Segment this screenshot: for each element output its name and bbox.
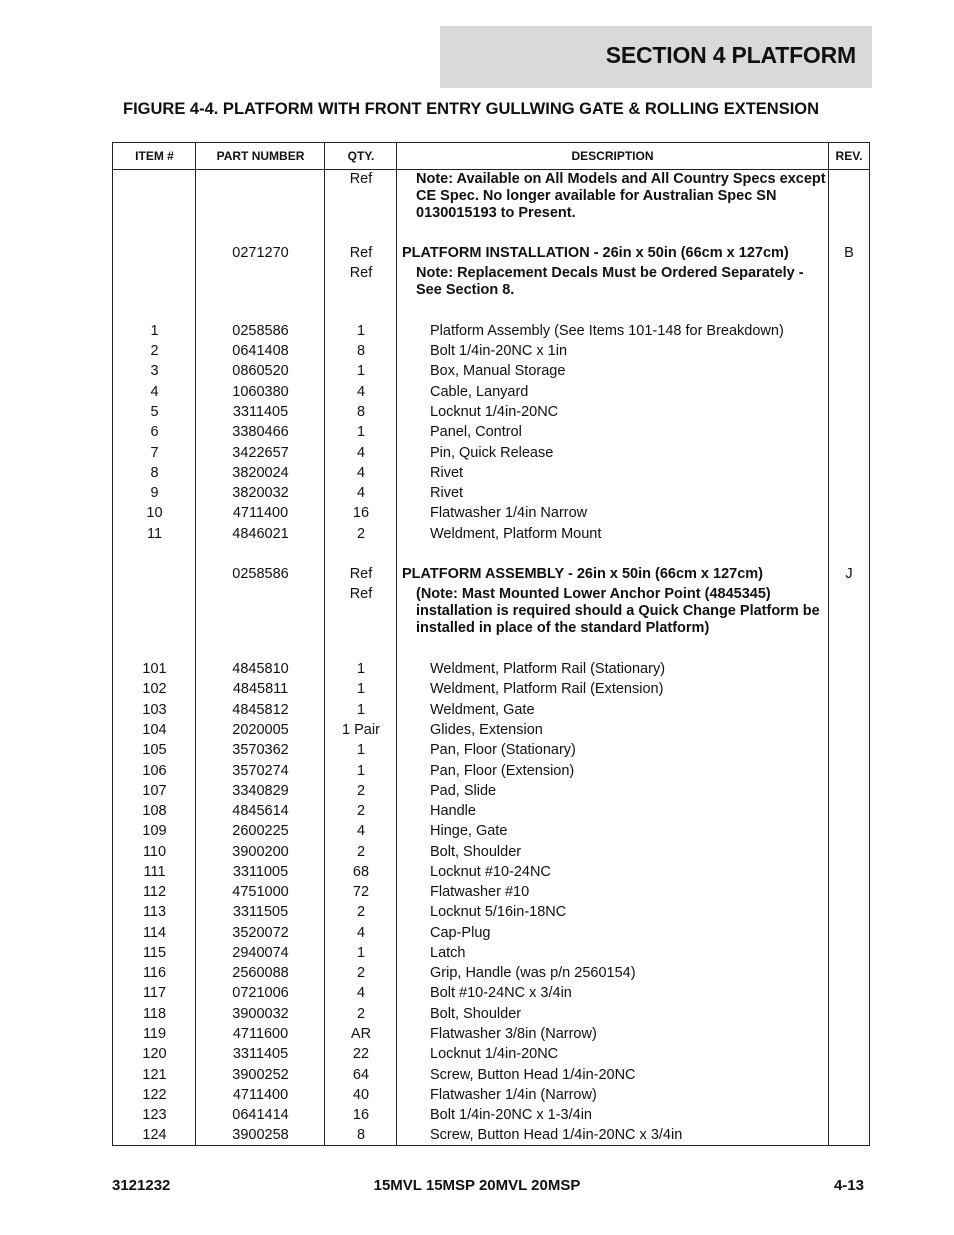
header-divider (113, 169, 869, 170)
quantity: 2 (356, 1006, 366, 1022)
part-number: 3820032 (232, 485, 289, 501)
part-number: 0271270 (232, 245, 289, 261)
part-number: 2020005 (232, 722, 289, 738)
part-number: 3520072 (232, 925, 289, 941)
quantity: 1 (356, 661, 366, 677)
description: Rivet (430, 465, 464, 481)
figure-title: FIGURE 4-4. PLATFORM WITH FRONT ENTRY GULLWING GATE & ROLLING EXTENSION (123, 100, 820, 118)
description: Flatwasher #10 (430, 884, 530, 900)
description: Handle (430, 803, 476, 819)
header-description: DESCRIPTION (571, 149, 654, 163)
quantity: 16 (352, 1107, 370, 1123)
part-number: 3570274 (232, 763, 289, 779)
part-number: 3570362 (232, 742, 289, 758)
quantity: 72 (352, 884, 370, 900)
quantity: 22 (352, 1046, 370, 1062)
quantity: Ref (349, 245, 373, 261)
item-number: 9 (150, 485, 159, 501)
description: Bolt 1/4in-20NC x 1in (430, 343, 568, 359)
part-number: 4846021 (232, 526, 289, 542)
item-number: 1 (150, 323, 159, 339)
quantity: 1 (356, 945, 366, 961)
item-number: 114 (142, 925, 167, 941)
description: PLATFORM ASSEMBLY - 26in x 50in (66cm x 127cm) (402, 566, 764, 582)
part-number: 4845614 (232, 803, 289, 819)
description: Screw, Button Head 1/4in-20NC x 3/4in (430, 1127, 683, 1143)
description: Note: Available on All Models and All Country Specs except CE Spec. No longer available for Australian Spec SN 0130015193 to Present. (416, 171, 826, 221)
part-number: 2940074 (232, 945, 289, 961)
part-number: 4845811 (232, 681, 289, 697)
part-number: 2600225 (232, 823, 289, 839)
item-number: 105 (142, 742, 167, 758)
description: Panel, Control (430, 424, 522, 440)
description: Pan, Floor (Stationary) (430, 742, 576, 758)
item-number: 109 (142, 823, 167, 839)
description: Cable, Lanyard (430, 384, 529, 400)
part-number: 3422657 (232, 445, 289, 461)
revision: J (845, 566, 853, 582)
footer-models: 15MVL 15MSP 20MVL 20MSP (373, 1177, 581, 1194)
item-number: 111 (143, 864, 166, 880)
quantity: 64 (352, 1067, 370, 1083)
quantity: 1 (356, 424, 366, 440)
item-number: 103 (142, 702, 167, 718)
quantity: 4 (356, 925, 366, 941)
description: Flatwasher 3/8in (Narrow) (430, 1026, 597, 1042)
item-number: 123 (142, 1107, 167, 1123)
description: Flatwasher 1/4in Narrow (430, 505, 588, 521)
quantity: Ref (349, 566, 373, 582)
quantity: 16 (352, 505, 370, 521)
description: Bolt, Shoulder (430, 1006, 522, 1022)
quantity: 2 (356, 526, 366, 542)
part-number: 0641414 (232, 1107, 289, 1123)
quantity: 1 (356, 702, 366, 718)
part-number: 3900258 (232, 1127, 289, 1143)
description: Flatwasher 1/4in (Narrow) (430, 1087, 597, 1103)
header-item: ITEM # (135, 149, 174, 163)
part-number: 3311005 (232, 864, 289, 880)
part-number: 3380466 (232, 424, 289, 440)
header-rev: REV. (835, 149, 863, 163)
description: Cap-Plug (430, 925, 491, 941)
description: Pan, Floor (Extension) (430, 763, 575, 779)
part-number: 3340829 (232, 783, 289, 799)
item-number: 117 (142, 985, 167, 1001)
description: Pad, Slide (430, 783, 497, 799)
part-number: 2560088 (232, 965, 289, 981)
quantity: Ref (349, 586, 373, 602)
item-number: 11 (146, 526, 163, 542)
description: (Note: Mast Mounted Lower Anchor Point (4845345) installation is required should a Quick Change Platform be installed in place of the standard Platform) (416, 586, 820, 636)
quantity: 4 (356, 823, 366, 839)
description: Locknut #10-24NC (430, 864, 551, 880)
part-number: 4845812 (232, 702, 289, 718)
item-number: 121 (142, 1067, 167, 1083)
description: Note: Replacement Decals Must be Ordered Separately - See Section 8. (416, 265, 804, 298)
quantity: 1 (356, 363, 366, 379)
part-number: 3900252 (232, 1067, 289, 1083)
description: Locknut 1/4in-20NC (430, 1046, 559, 1062)
description: Locknut 5/16in-18NC (430, 904, 567, 920)
description: Locknut 1/4in-20NC (430, 404, 559, 420)
description: Weldment, Platform Mount (430, 526, 602, 542)
item-number: 122 (142, 1087, 167, 1103)
quantity: 68 (352, 864, 370, 880)
item-number: 101 (142, 661, 167, 677)
part-number: 4751000 (232, 884, 289, 900)
quantity: 1 (356, 742, 366, 758)
item-number: 3 (150, 363, 159, 379)
quantity: 2 (356, 803, 366, 819)
part-number: 1060380 (232, 384, 289, 400)
description: Weldment, Platform Rail (Stationary) (430, 661, 666, 677)
part-number: 0641408 (232, 343, 289, 359)
description: PLATFORM INSTALLATION - 26in x 50in (66cm x 127cm) (402, 245, 789, 261)
quantity: 2 (356, 904, 366, 920)
quantity: 40 (352, 1087, 370, 1103)
description: Hinge, Gate (430, 823, 508, 839)
item-number: 4 (150, 384, 159, 400)
description: Bolt 1/4in-20NC x 1-3/4in (430, 1107, 592, 1123)
quantity: 4 (356, 445, 366, 461)
item-number: 115 (142, 945, 167, 961)
part-number: 3311405 (232, 1046, 289, 1062)
part-number: 4711400 (232, 505, 289, 521)
item-number: 116 (142, 965, 167, 981)
item-number: 104 (142, 722, 167, 738)
part-number: 3311405 (232, 404, 289, 420)
parts-table (112, 142, 870, 1146)
description: Latch (430, 945, 466, 961)
quantity: 4 (356, 985, 366, 1001)
quantity: Ref (349, 265, 373, 281)
quantity: 2 (356, 783, 366, 799)
column-divider (828, 143, 829, 1145)
part-number: 4711600 (232, 1026, 289, 1042)
item-number: 6 (150, 424, 159, 440)
item-number: 8 (150, 465, 159, 481)
description: Weldment, Platform Rail (Extension) (430, 681, 664, 697)
section-title: SECTION 4 PLATFORM (605, 42, 856, 68)
item-number: 10 (146, 505, 163, 521)
item-number: 124 (142, 1127, 167, 1143)
description: Screw, Button Head 1/4in-20NC (430, 1067, 636, 1083)
part-number: 3820024 (232, 465, 289, 481)
item-number: 110 (142, 844, 167, 860)
part-number: 3900032 (232, 1006, 289, 1022)
quantity: 1 (356, 681, 366, 697)
footer-doc-number: 3121232 (112, 1177, 171, 1194)
part-number: 0721006 (232, 985, 289, 1001)
item-number: 113 (142, 904, 167, 920)
item-number: 112 (142, 884, 167, 900)
item-number: 2 (150, 343, 159, 359)
item-number: 120 (142, 1046, 167, 1062)
quantity: 2 (356, 965, 366, 981)
quantity: 1 Pair (342, 722, 380, 738)
item-number: 107 (142, 783, 167, 799)
part-number: 0860520 (232, 363, 289, 379)
footer-page-number: 4-13 (833, 1177, 864, 1194)
description: Bolt, Shoulder (430, 844, 522, 860)
description: Platform Assembly (See Items 101-148 for Breakdown) (430, 323, 784, 339)
revision: B (844, 245, 854, 261)
header-qty: QTY. (347, 149, 375, 163)
quantity: 8 (356, 1127, 366, 1143)
description: Grip, Handle (was p/n 2560154) (430, 965, 636, 981)
part-number: 0258586 (232, 323, 289, 339)
part-number: 3311505 (232, 904, 289, 920)
part-number: 0258586 (232, 566, 289, 582)
quantity: 2 (356, 844, 366, 860)
item-number: 108 (142, 803, 167, 819)
quantity: AR (350, 1026, 372, 1042)
quantity: 1 (356, 763, 366, 779)
item-number: 119 (142, 1026, 167, 1042)
item-number: 7 (150, 445, 159, 461)
section-header-box (440, 26, 872, 88)
description: Bolt #10-24NC x 3/4in (430, 985, 572, 1001)
description: Box, Manual Storage (430, 363, 566, 379)
quantity: 8 (356, 404, 366, 420)
quantity: 8 (356, 343, 366, 359)
quantity: Ref (349, 171, 373, 187)
description: Weldment, Gate (430, 702, 535, 718)
item-number: 106 (142, 763, 167, 779)
part-number: 3900200 (232, 844, 289, 860)
quantity: 4 (356, 485, 366, 501)
item-number: 118 (142, 1006, 167, 1022)
part-number: 4845810 (232, 661, 289, 677)
header-part-number: PART NUMBER (216, 149, 305, 163)
quantity: 1 (356, 323, 366, 339)
description: Glides, Extension (430, 722, 543, 738)
quantity: 4 (356, 384, 366, 400)
item-number: 5 (150, 404, 159, 420)
description: Pin, Quick Release (430, 445, 554, 461)
description: Rivet (430, 485, 464, 501)
part-number: 4711400 (232, 1087, 289, 1103)
quantity: 4 (356, 465, 366, 481)
item-number: 102 (142, 681, 167, 697)
